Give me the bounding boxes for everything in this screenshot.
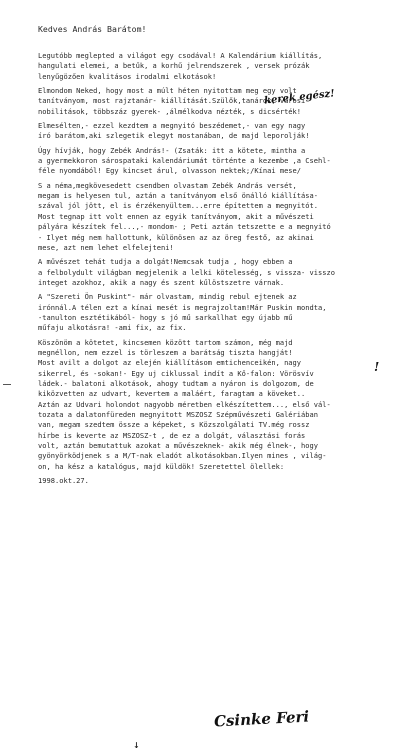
signature: Csinke Feri bbox=[213, 707, 310, 731]
text-line: Elmesélten,- ezzel kezdtem a megnyitó beszédemet,- van egy nagy bbox=[38, 121, 306, 131]
text-line: - Ilyet még nem hallottunk, különösen az az öreg festő, az akinai bbox=[38, 232, 314, 242]
text-line: Most tegnap itt volt ennen az egyik tanítványom, akit a művészeti bbox=[38, 211, 314, 221]
paragraph bbox=[38, 86, 392, 117]
text-line: -tanulton esztétikából- hogy s jó mű sarkallhat egy újabb mű bbox=[38, 312, 293, 322]
text-line: Aztán az Udvari holondot nagyobb méretben elkészítettem..., első vál- bbox=[38, 399, 331, 409]
text-line: van, megam szedtem össze a képeket, s Közszolgálati TV.még rossz bbox=[38, 420, 310, 430]
text-line: S a néma,megkövesedett csendben olvastam Zebék András versét, bbox=[38, 180, 297, 190]
text-line: kiközvetten az udvart, kevertem a maláért, faragtam a köveket.. bbox=[38, 389, 306, 399]
text-line: megam is helyesen tul, aztán a tanítványom első önálló kiállítása- bbox=[38, 191, 319, 201]
text-line: hangulati elemei, a betűk, a korhű jelrendszerek , versek prózák bbox=[38, 61, 310, 71]
paragraph bbox=[38, 292, 392, 333]
text-line: Legutóbb meglepted a világot egy csodával! A Kalendárium kiállítás, bbox=[38, 51, 323, 60]
paragraph bbox=[38, 121, 392, 142]
margin-dash bbox=[3, 384, 11, 385]
text-line: integet azokhoz, akik a nagy és szent kűlöstszetre várnak. bbox=[38, 277, 285, 287]
paragraph bbox=[38, 146, 392, 177]
text-line: ládek.- balatoni alkotások, ahogy tudtam a nyáron is dolgozom, de bbox=[38, 378, 314, 388]
text-line: megnéllon, nem ezzel is törleszem a barátság tiszta hangját! bbox=[38, 347, 293, 357]
text-line: mese, azt nem lehet elfelejteni! bbox=[38, 242, 174, 252]
text-line: gyönyörködjenek s a M/T-nak eladót alkotásokban.Ilyen mines , világ- bbox=[38, 451, 327, 461]
handwritten-mark: ! bbox=[374, 360, 380, 374]
text-line: Úgy hívják, hogy Zebék András!- (Zsaták: itt a kötete, mintha a bbox=[38, 145, 306, 155]
text-line: hírbe is keverte az MSZOSZ-t , de ez a dolgát, választási forás bbox=[38, 430, 306, 440]
greeting: Kedves András Barátom! bbox=[38, 24, 147, 34]
text-line: A művészet tehát tudja a dolgát!Nemcsak tudja , hogy ebben a bbox=[38, 257, 293, 267]
text-line: a felbolydult világban megjelenik a lelki kötelesség, s vissza- visszo bbox=[38, 267, 335, 277]
text-line: műfaju alkotásra! -ami fix, az fix. bbox=[38, 323, 187, 333]
text-line: Most avilt a dolgot az elején kiállításom emtichenceikén, nagy bbox=[38, 358, 302, 368]
text-line: sikerrel, és -sokan!- Egy uj ciklussal indít a Kő-falon: Vörösvív bbox=[38, 368, 314, 378]
handwritten-note: kerek egész! bbox=[263, 88, 336, 107]
text-line: Elmondom Neked, hogy most a múlt héten nyitottam meg egy volt bbox=[38, 86, 297, 96]
text-line: szával jól jött, el is érzékenyültem...erre építettem a megnyitót. bbox=[38, 201, 319, 211]
text-line: volt, aztán bemutattuk azokat a művészeknek- akik még élnek-, hogy bbox=[38, 441, 319, 451]
paragraph bbox=[38, 338, 392, 472]
text-line: A "Szereti Ön Puskint"- már olvastam, mindig rebul ejtenek az bbox=[38, 292, 297, 302]
text-line: irónnál.A télen ezt a kínai mesét is megrajzoltam!Már Puskin mondta, bbox=[38, 302, 327, 312]
text-line: a gyermekkoron sárospataki kalendáriumát történte a kezembe ,a Csehl- bbox=[38, 156, 331, 166]
paragraph bbox=[38, 51, 392, 82]
paragraph bbox=[38, 257, 392, 288]
down-arrow-icon: ↓ bbox=[133, 738, 140, 751]
letter-date: 1998.okt.27. bbox=[38, 476, 89, 486]
text-line: féle nyomdából! Egy kincset árul, olvasson nektek;/Kínai mese/ bbox=[38, 166, 302, 176]
text-line: on, ha kész a katalógus, majd küldök! Szeretettel ölellek: bbox=[38, 461, 285, 471]
text-line: író barátom,aki szlegetik elegyt mostanában, de majd leporolják! bbox=[38, 131, 310, 141]
text-line: tozata a dalatonfüreden megnyitott MSZOSZ Szépművészeti Galériában bbox=[38, 410, 319, 419]
text-line: Köszönöm a kötetet, kincsemen között tartom számon, még majd bbox=[38, 337, 293, 347]
text-line: tanítványom, most rajztanár- kiállítását.Szülők,tanárok, városi bbox=[38, 96, 306, 106]
text-line: nobilitások, többszáz gyerek- ,álmélkodva nézték, s dicsérték! bbox=[38, 106, 302, 116]
paragraph bbox=[38, 181, 392, 253]
text-line: lenyűgözően kvalitásos irodalmi elkotások! bbox=[38, 71, 217, 81]
text-line: pályára készítek fel...,- mondom- ; Peti aztán tetszette e a megnyitó bbox=[38, 222, 331, 232]
